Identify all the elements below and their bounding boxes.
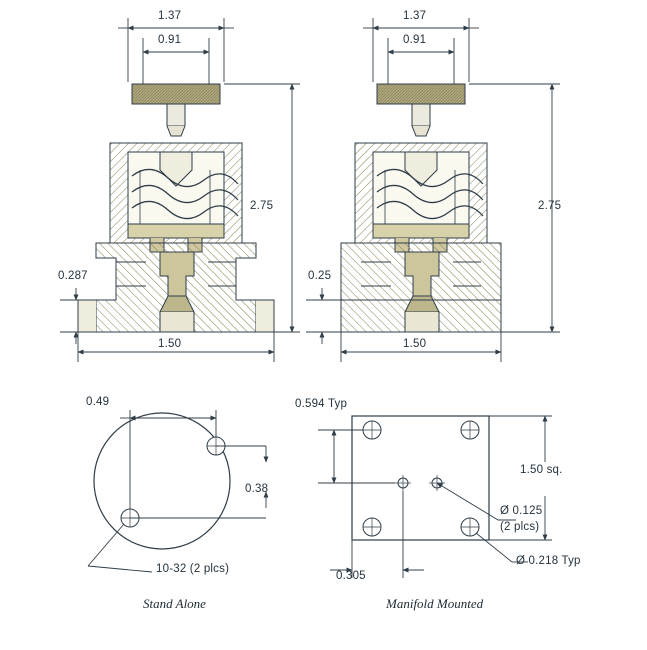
manifold-dim-base-height: 0.25 <box>308 270 332 282</box>
manifold-dim-overall-height: 2.75 <box>538 200 562 212</box>
manifold-bottom-dim-port-offset-x: 0.305 <box>336 570 366 582</box>
stand-alone-dim-top-inner-width: 0.91 <box>158 34 182 46</box>
manifold-bottom-note-small-hole-count: (2 plcs) <box>500 521 540 533</box>
manifold-bottom-dim-hole-offset-typ: 0.594 Typ <box>295 398 348 410</box>
manifold-bottom-note-large-hole-diameter: Ø 0.218 Typ <box>516 555 581 567</box>
stand-alone-dim-overall-width: 1.50 <box>158 338 182 350</box>
stand-alone-bottom-dim-port-offset-y: 0.38 <box>245 483 269 495</box>
caption-stand-alone: Stand Alone <box>143 596 206 611</box>
stand-alone-bottom-geometry <box>94 413 230 549</box>
manifold-mounted-section-geometry <box>341 84 501 332</box>
stand-alone-bottom-dim-port-offset-x: 0.49 <box>86 396 110 408</box>
caption-manifold-mounted: Manifold Mounted <box>386 596 484 611</box>
stand-alone-bottom-note-thread-callout: 10-32 (2 plcs) <box>156 563 230 575</box>
manifold-dim-top-outer-width: 1.37 <box>403 10 427 22</box>
manifold-mounted-bottom-geometry <box>352 416 489 540</box>
stand-alone-dim-overall-height: 2.75 <box>250 200 274 212</box>
manifold-dim-top-inner-width: 0.91 <box>403 34 427 46</box>
stand-alone-dim-base-height: 0.287 <box>58 270 88 282</box>
stand-alone-section-geometry <box>78 84 274 332</box>
manifold-bottom-note-small-hole-diameter: Ø 0.125 <box>500 505 543 517</box>
manifold-bottom-dim-plate-size: 1.50 sq. <box>520 464 563 476</box>
manifold-dim-overall-width: 1.50 <box>403 338 427 350</box>
stand-alone-dim-top-outer-width: 1.37 <box>158 10 182 22</box>
